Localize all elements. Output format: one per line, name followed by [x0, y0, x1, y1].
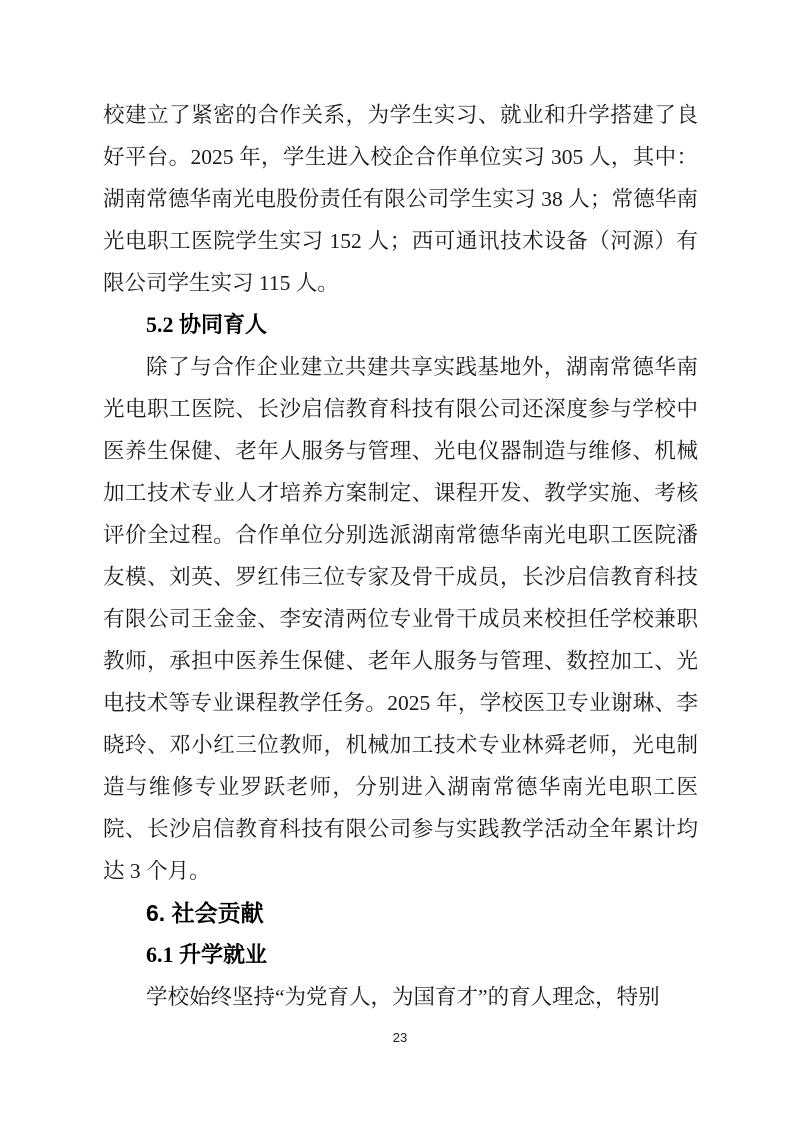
heading-5-2-collaborative-education: 5.2 协同育人	[146, 312, 268, 337]
paragraph-collaborative-education: 除了与合作企业建立共建共享实践基地外，湖南常德华南光电职工医院、长沙启信教育科技有限公司还深度参与学校中医养生保健、老年人服务与管理、光电仪器制造与维修、机械加工技术专业人才培养方案制定、课程开发、教学实施、考核评价全过程。合作单位分别选派湖南常德华南光电职工医院潘友模、刘英、罗红伟三位专家及骨干成员，长沙启信教育科技有限公司王金金、李安清两位专业骨干成员来校担任学校兼职教师，承担中医养生保健、老年人服务与管理、数控加工、光电技术等专业课程教学任务。2025 年，学校医卫专业谢琳、李晓玲、邓小红三位教师，机械加工技术专业林舜老师，光电制造与维修专业罗跃老师，分别进入湖南常德华南光电职工医院、长沙启信教育科技有限公司参与实践教学活动全年累计均达 3 个月。	[103, 355, 698, 883]
heading-6-1-further-study-employment: 6.1 升学就业	[146, 942, 268, 967]
heading-6-social-contribution: 6. 社会贡献	[146, 900, 264, 926]
page-number: 23	[392, 1030, 408, 1045]
paragraph-internship-stats: 校建立了紧密的合作关系，为学生实习、就业和升学搭建了良好平台。2025 年，学生进入校企合作单位实习 305 人，其中：湖南常德华南光电股份责任有限公司学生实习 38 人；常德华南光电职工医院学生实习 152 人；西可通讯技术设备（河源）有限公司学生实习 115 人。	[103, 103, 698, 295]
paragraph-education-philosophy: 学校始终坚持“为党育人，为国育才”的育人理念，特别	[146, 985, 660, 1009]
document-body	[103, 94, 698, 1018]
